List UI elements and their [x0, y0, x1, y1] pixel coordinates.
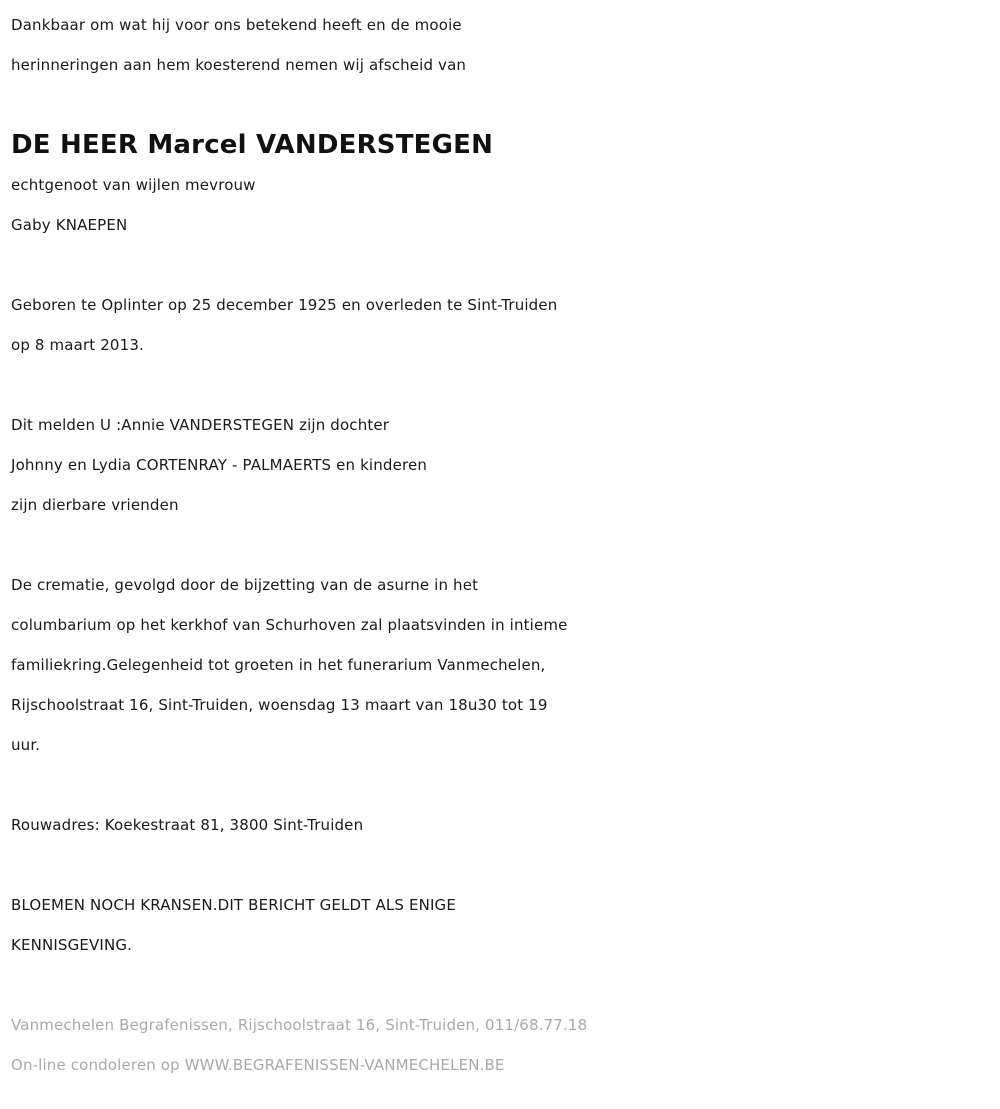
deceased-name: DE HEER Marcel VANDERSTEGEN [11, 130, 494, 160]
birth-death-line: Geboren te Oplinter op 25 december 1925 en overleden te Sint-Truiden [11, 296, 558, 314]
intro-line: Dankbaar om wat hij voor ons betekend heeft en de mooie [11, 16, 462, 34]
birth-death-paragraph [11, 285, 996, 365]
obituary-notice [11, 5, 996, 1085]
spouse-paragraph [11, 165, 996, 245]
announcer-line: Johnny en Lydia CORTENRAY - PALMAERTS en kinderen [11, 456, 427, 474]
ceremony-line: De crematie, gevolgd door de bijzetting van de asurne in het [11, 576, 479, 594]
funeral-home-footer [11, 1005, 996, 1085]
spouse-line: Gaby KNAEPEN [11, 216, 128, 234]
notice-line: BLOEMEN NOCH KRANSEN.DIT BERICHT GELDT ALS ENIGE [11, 896, 456, 914]
intro-line: herinneringen aan hem koesterend nemen wij afscheid van [11, 56, 467, 74]
ceremony-paragraph [11, 565, 996, 765]
birth-death-line: op 8 maart 2013. [11, 336, 144, 354]
notice-line: KENNISGEVING. [11, 936, 133, 954]
spacer [11, 965, 996, 1005]
footer-condolence-line: On-line condoleren op WWW.BEGRAFENISSEN-VANMECHELEN.BE [11, 1056, 505, 1074]
notice-paragraph [11, 885, 996, 965]
announcer-line: zijn dierbare vrienden [11, 496, 179, 514]
footer-contact-line: Vanmechelen Begrafenissen, Rijschoolstraat 16, Sint-Truiden, 011/68.77.18 [11, 1016, 588, 1034]
ceremony-line: columbarium op het kerkhof van Schurhoven zal plaatsvinden in intieme [11, 616, 568, 634]
spacer [11, 765, 996, 805]
spacer [11, 245, 996, 285]
spacer [11, 365, 996, 405]
spouse-line: echtgenoot van wijlen mevrouw [11, 176, 256, 194]
announcers-paragraph [11, 405, 996, 525]
ceremony-line: uur. [11, 736, 41, 754]
ceremony-line: Rijschoolstraat 16, Sint-Truiden, woensdag 13 maart van 18u30 tot 19 [11, 696, 548, 714]
announcer-line: Dit melden U :Annie VANDERSTEGEN zijn dochter [11, 416, 390, 434]
mourning-address: Rouwadres: Koekestraat 81, 3800 Sint-Truiden [11, 816, 364, 834]
spacer [11, 845, 996, 885]
spacer [11, 525, 996, 565]
ceremony-line: familiekring.Gelegenheid tot groeten in het funerarium Vanmechelen, [11, 656, 546, 674]
intro-paragraph [11, 5, 996, 85]
